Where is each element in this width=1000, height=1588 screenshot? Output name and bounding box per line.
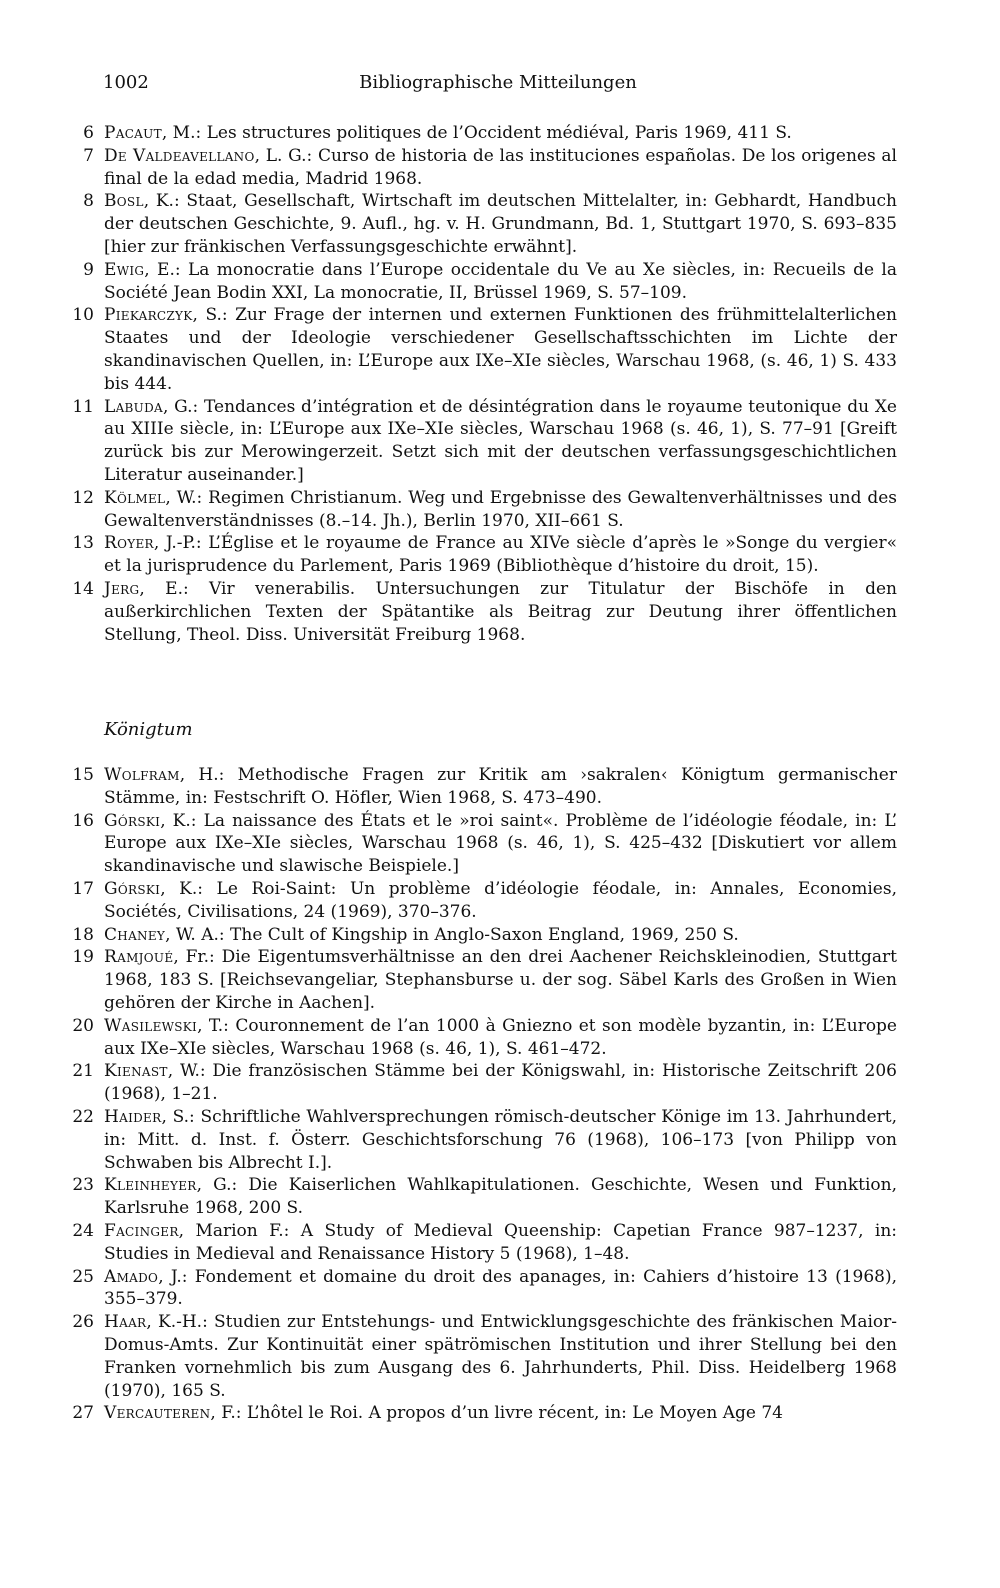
running-title: Bibliographische Mitteilungen bbox=[359, 72, 637, 93]
entry-number: 23 bbox=[72, 1175, 94, 1196]
citation-text: , F.: L’hôtel le Roi. A propos d’un livre récent, in: Le Moyen Age 74 bbox=[210, 1403, 783, 1424]
entry-number: 24 bbox=[72, 1220, 94, 1241]
entry-text bbox=[104, 487, 897, 533]
entry-text bbox=[104, 259, 897, 305]
entry-text bbox=[104, 396, 897, 487]
author-name: Facinger bbox=[104, 1220, 179, 1241]
citation-text: , M.: Les structures politiques de l’Occident médiéval, Paris 1969, 411 S. bbox=[161, 123, 792, 143]
bibliography-entry bbox=[0, 1311, 1000, 1402]
citation-text: , E.: La monocratie dans l’Europe occidentale du Ve au Xe siècles, in: Recueils de la Société Jean Bodin XXI, La monocratie, II, Brüssel 1969, S. 57–109. bbox=[104, 259, 897, 303]
entry-number: 16 bbox=[72, 810, 94, 831]
entry-text bbox=[104, 1220, 897, 1266]
bibliography-entry bbox=[0, 1266, 1000, 1312]
bibliography-entry bbox=[0, 304, 1000, 395]
citation-text: , W.: Regimen Christianum. Weg und Ergebnisse des Gewaltenverhältnisses und des Gewaltenverständnisses (8.–14. Jh.), Berlin 1970, XII–661 S. bbox=[104, 487, 897, 531]
entry-number: 26 bbox=[72, 1312, 94, 1333]
author-name: Kienast bbox=[104, 1061, 168, 1082]
citation-text: , T.: Couronnement de l’an 1000 à Gniezno et son modèle byzantin, in: L’Europe aux IXe–XIe siècles, Warschau 1968 (s. 46, 1), S. 461–472. bbox=[104, 1015, 897, 1059]
entry-number: 20 bbox=[72, 1015, 94, 1036]
entry-text bbox=[104, 1266, 897, 1312]
entry-number: 14 bbox=[72, 578, 94, 599]
bibliography-entry bbox=[0, 1174, 1000, 1220]
entry-text bbox=[104, 1402, 897, 1425]
author-name: Pacaut bbox=[104, 123, 162, 143]
entry-text bbox=[104, 1060, 897, 1106]
entry-text bbox=[104, 122, 897, 145]
citation-text: , W. A.: The Cult of Kingship in Anglo-Saxon England, 1969, 250 S. bbox=[165, 924, 739, 945]
citation-text: , S.: Zur Frage der internen und externen Funktionen des frühmittelalterlichen Staates und der Ideologie verschiedener Gesellschaftsschichten im Lichte der skandinavischen Quellen, in: L’Europe aux IXe–XIe siècles, Warschau 1968, (s. 46, 1) S. 433 bis 444. bbox=[104, 305, 897, 394]
entry-text bbox=[104, 764, 897, 810]
entry-text bbox=[104, 1311, 897, 1402]
entry-number: 8 bbox=[83, 191, 94, 212]
author-name: Kleinheyer bbox=[104, 1175, 197, 1196]
citation-text: , G.: Tendances d’intégration et de désintégration dans le royaume teutonique du Xe au XIIIe siècle, in: L’Europe aux IXe–XIe siècles, Warschau 1968 (s. 46, 1), S. 77–91 [Greift zurück bis zur Merowingerzeit. Setzt sich mit der deutschen verfassungsgeschichtlichen Literatur auseinander.] bbox=[104, 396, 897, 485]
bibliography-entry bbox=[0, 487, 1000, 533]
entry-number: 6 bbox=[83, 123, 94, 143]
entry-text bbox=[104, 1015, 897, 1061]
author-name: Górski bbox=[104, 878, 161, 899]
entry-number: 12 bbox=[72, 487, 94, 508]
bibliography-entry bbox=[0, 946, 1000, 1014]
entry-number: 19 bbox=[72, 947, 94, 968]
bibliography-entry bbox=[0, 810, 1000, 878]
bibliography-entry bbox=[0, 924, 1000, 947]
citation-text: , K.: Le Roi-Saint: Un problème d’idéologie féodale, in: Annales, Economies, Sociétés, Civilisations, 24 (1969), 370–376. bbox=[104, 878, 897, 922]
bibliography-entry bbox=[0, 578, 1000, 646]
author-name: Wolfram bbox=[104, 765, 180, 785]
entry-number: 9 bbox=[83, 259, 94, 280]
bibliography-entry bbox=[0, 1060, 1000, 1106]
citation-text: , Fr.: Die Eigentumsverhältnisse an den drei Aachener Reichskleinodien, Stuttgart 1968, 183 S. [Reichsevangeliar, Stephansburse u. der sog. Säbel Karls des Großen in Wien gehören der Kirche in Aachen]. bbox=[104, 947, 897, 1013]
entry-number: 7 bbox=[83, 145, 94, 166]
page-header bbox=[103, 72, 893, 102]
entry-number: 11 bbox=[72, 396, 94, 417]
citation-text: , G.: Die Kaiserlichen Wahlkapitulationen. Geschichte, Wesen und Funktion, Karlsruhe 1968, 200 S. bbox=[104, 1175, 897, 1219]
entry-text bbox=[104, 924, 897, 947]
author-name: Amado bbox=[104, 1266, 159, 1287]
entry-text bbox=[104, 190, 897, 258]
citation-text: , L. G.: Curso de historia de las instituciones españolas. De los origenes al final de la edad media, Madrid 1968. bbox=[104, 145, 897, 189]
author-name: De Valdeavellano bbox=[104, 145, 255, 166]
bibliography-list-top bbox=[0, 122, 1000, 646]
citation-text: , W.: Die französischen Stämme bei der Königswahl, in: Historische Zeitschrift 206 (1968), 1–21. bbox=[104, 1061, 897, 1105]
entry-number: 25 bbox=[72, 1266, 94, 1287]
citation-text: , K.: La naissance des États et le »roi saint«. Problème de l’idéologie féodale, in: L’ Europe aux IXe–XIe siècles, Warschau 1968 (s. 46, 1), S. 425–432 [Diskutiert vor allem skandinavische und slawische Beispiele.] bbox=[104, 810, 897, 877]
bibliography-entry bbox=[0, 1220, 1000, 1266]
bibliography-list-bottom bbox=[0, 764, 1000, 1425]
entry-number: 27 bbox=[72, 1403, 94, 1424]
author-name: Royer bbox=[104, 533, 154, 554]
bibliography-entry bbox=[0, 532, 1000, 578]
entry-number: 15 bbox=[72, 765, 94, 785]
entry-text bbox=[104, 532, 897, 578]
citation-text: , E.: Vir venerabilis. Untersuchungen zur Titulatur der Bischöfe in den außerkirchlichen Texten der Spätantike als Beitrag zur Deutung ihrer öffentlichen Stellung, Theol. Diss. Universität Freiburg 1968. bbox=[104, 578, 897, 645]
citation-text: , H.: Methodische Fragen zur Kritik am ›sakralen‹ Königtum germanischer Stämme, in: Festschrift O. Höfler, Wien 1968, S. 473–490. bbox=[104, 765, 897, 808]
entry-text bbox=[104, 1174, 897, 1220]
citation-text: , S.: Schriftliche Wahlversprechungen römisch-deutscher Könige im 13. Jahrhundert, in: Mitt. d. Inst. f. Österr. Geschichtsforschung 76 (1968), 106–173 [von Philipp von Schwaben bis Albrecht I.]. bbox=[104, 1106, 897, 1173]
bibliography-entry bbox=[0, 878, 1000, 924]
entry-text bbox=[104, 1106, 897, 1174]
author-name: Bosl bbox=[104, 191, 144, 212]
bibliography-entry bbox=[0, 259, 1000, 305]
section-title: Königtum bbox=[104, 719, 193, 740]
author-name: Chaney bbox=[104, 924, 166, 945]
bibliography-entry bbox=[0, 122, 1000, 145]
bibliography-entry bbox=[0, 190, 1000, 258]
bibliography-entry bbox=[0, 1106, 1000, 1174]
citation-text: , K.-H.: Studien zur Entstehungs- und Entwicklungsgeschichte des fränkischen Maior-Domus-Amts. Zur Kontinuität einer spätrömischen Institution und ihrer Stellung bei den Franken vornehmlich bis zum Ausgang des 6. Jahrhunderts, Phil. Diss. Heidelberg 1968 (1970), 165 S. bbox=[104, 1312, 897, 1401]
citation-text: , K.: Staat, Gesellschaft, Wirtschaft im deutschen Mittelalter, in: Gebhardt, Handbuch der deutschen Geschichte, 9. Aufl., hg. v. H. Grundmann, Bd. 1, Stuttgart 1970, S. 693–835 [hier zur fränkischen Verfassungsgeschichte erwähnt]. bbox=[104, 191, 897, 257]
entry-text bbox=[104, 946, 897, 1014]
author-name: Labuda bbox=[104, 396, 163, 417]
entry-text bbox=[104, 304, 897, 395]
author-name: Ramjoué bbox=[104, 947, 174, 968]
citation-text: , J.: Fondement et domaine du droit des apanages, in: Cahiers d’histoire 13 (1968), 355–379. bbox=[104, 1266, 897, 1310]
entry-text bbox=[104, 878, 897, 924]
citation-text: , J.-P.: L’Église et le royaume de France au XIVe siècle d’après le »Songe du vergier« et la jurisprudence du Parlement, Paris 1969 (Bibliothèque d’histoire du droit, 15). bbox=[104, 533, 897, 577]
author-name: Haider bbox=[104, 1106, 162, 1127]
entry-number: 17 bbox=[72, 878, 94, 899]
bibliography-entry bbox=[0, 396, 1000, 487]
entry-number: 22 bbox=[72, 1106, 94, 1127]
author-name: Haar bbox=[104, 1312, 147, 1333]
author-name: Piekarczyk bbox=[104, 305, 193, 326]
page-number: 1002 bbox=[103, 72, 149, 93]
entry-number: 13 bbox=[72, 533, 94, 554]
entry-text bbox=[104, 810, 897, 878]
author-name: Kölmel bbox=[104, 487, 166, 508]
bibliography-entry bbox=[0, 1402, 1000, 1425]
author-name: Vercauteren bbox=[104, 1403, 211, 1424]
author-name: Górski bbox=[104, 810, 161, 831]
entry-number: 21 bbox=[72, 1061, 94, 1082]
author-name: Ewig bbox=[104, 259, 145, 280]
entry-text bbox=[104, 578, 897, 646]
entry-number: 18 bbox=[72, 924, 94, 945]
author-name: Wasilewski bbox=[104, 1015, 198, 1036]
bibliography-entry bbox=[0, 1015, 1000, 1061]
citation-text: , Marion F.: A Study of Medieval Queenship: Capetian France 987–1237, in: Studies in Medieval and Renaissance History 5 (1968), 1–48. bbox=[104, 1220, 897, 1264]
bibliography-entry bbox=[0, 764, 1000, 810]
author-name: Jerg bbox=[104, 578, 140, 599]
entry-text bbox=[104, 145, 897, 191]
bibliography-entry bbox=[0, 145, 1000, 191]
entry-number: 10 bbox=[72, 305, 94, 326]
